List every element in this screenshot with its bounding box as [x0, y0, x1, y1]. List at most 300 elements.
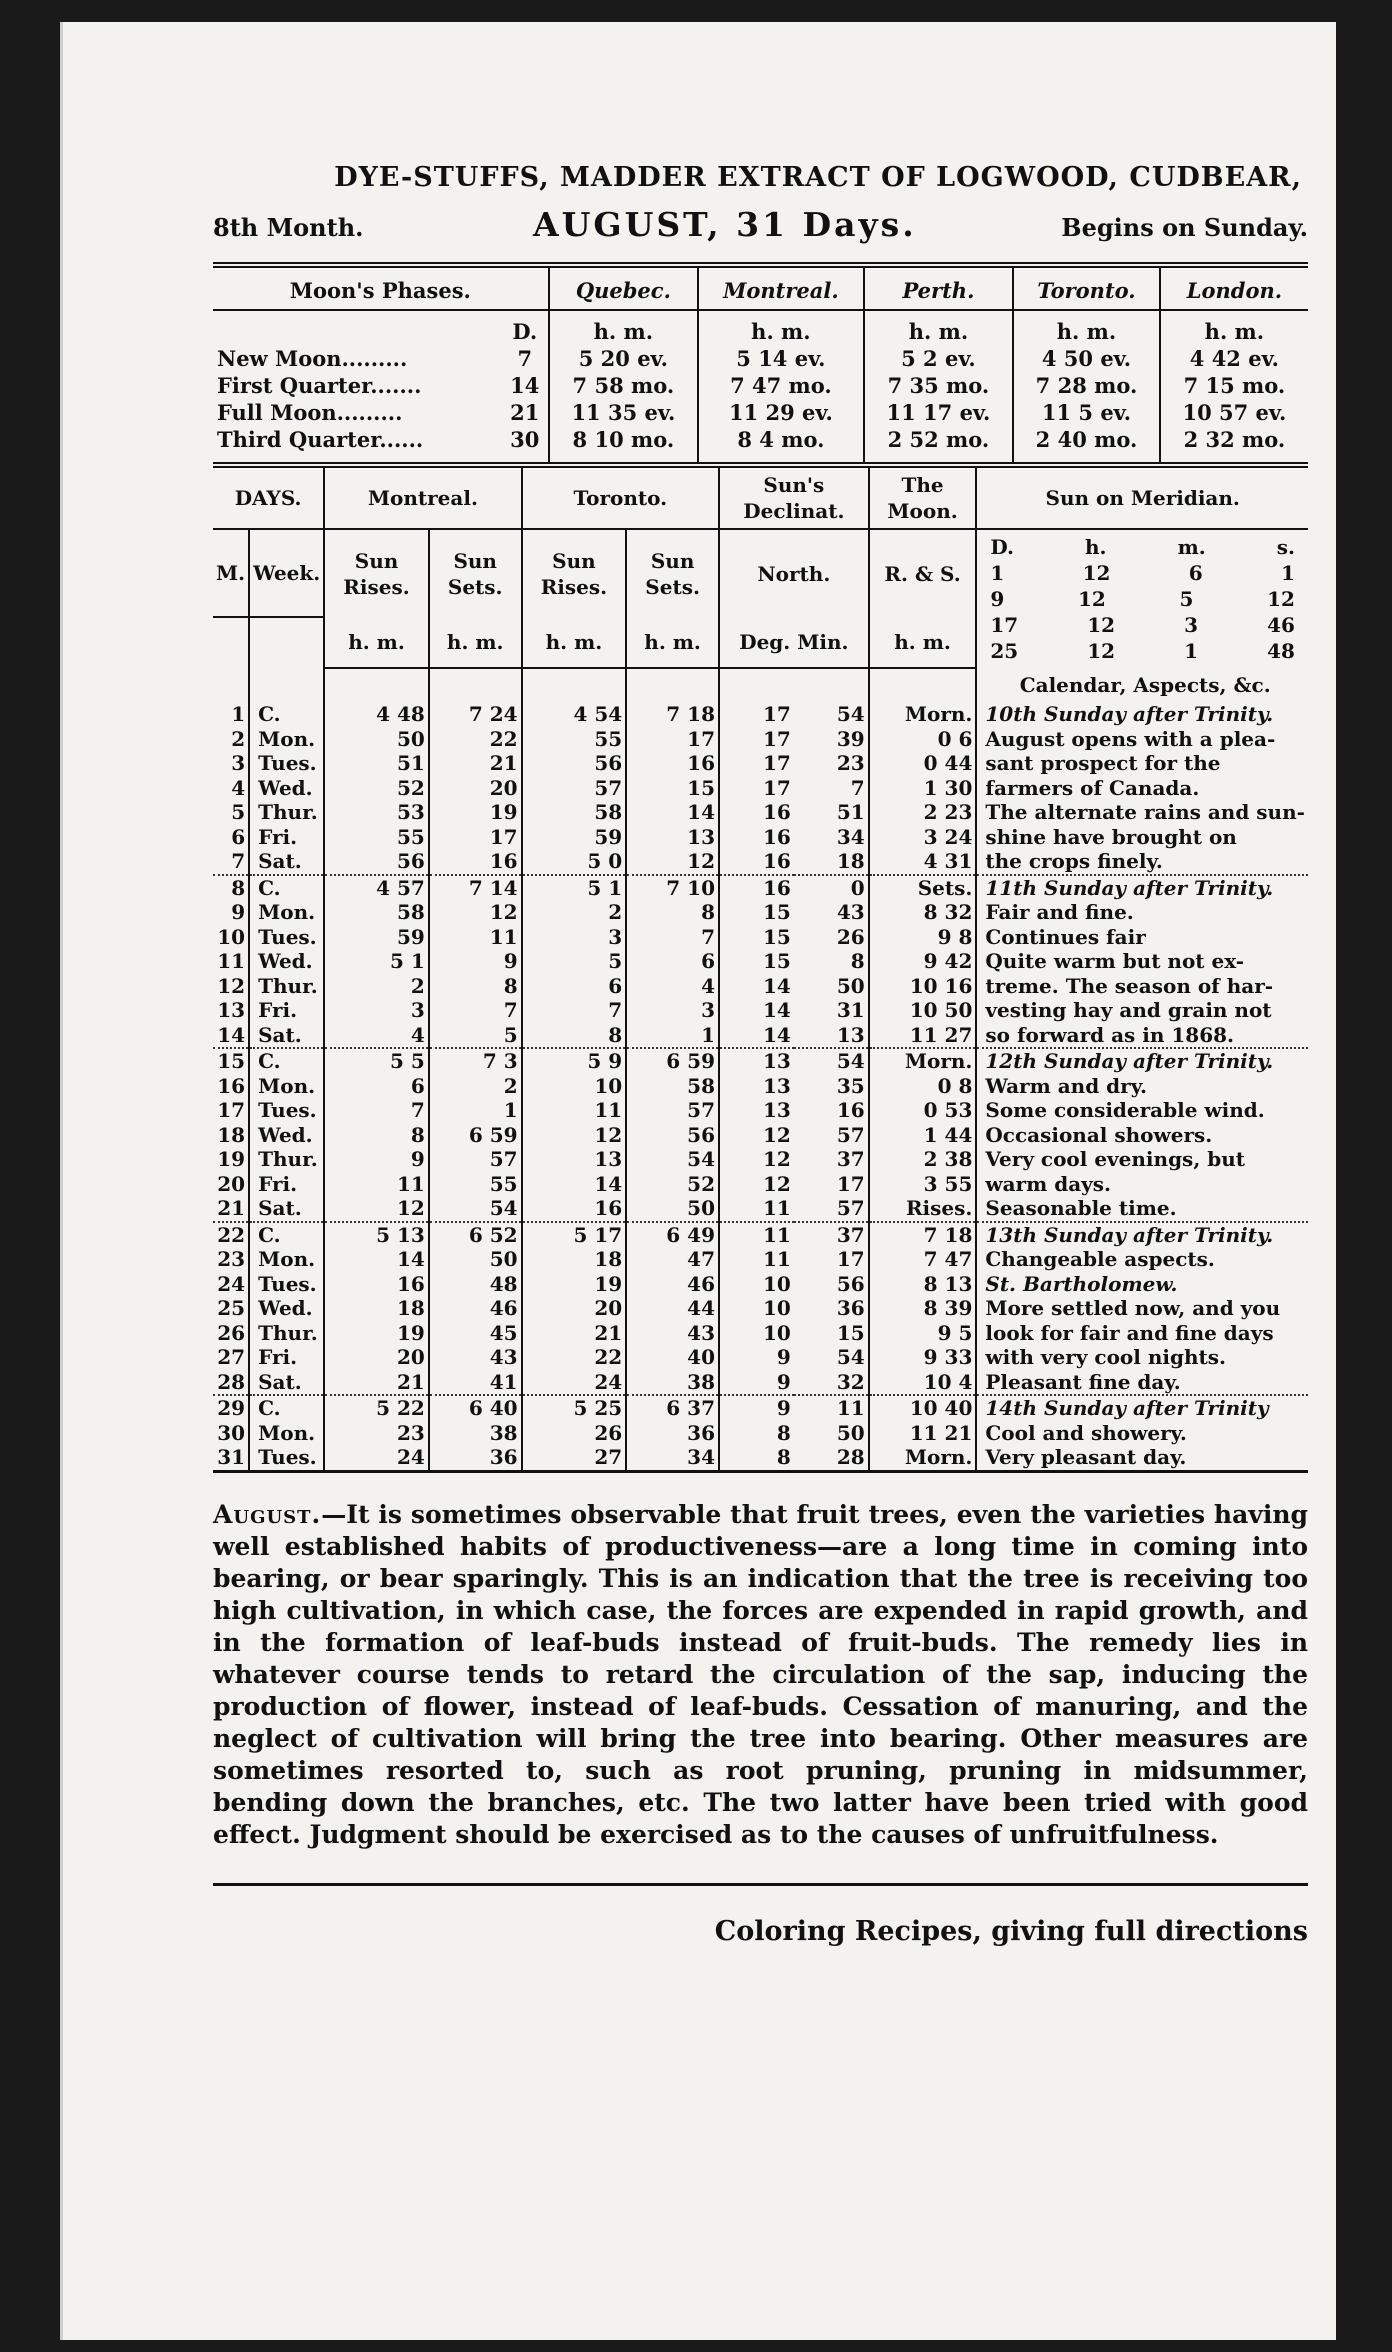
days-heading: DAYS.	[213, 468, 324, 529]
declination-deg: 15	[719, 949, 794, 974]
montreal-sunset: 12	[429, 900, 522, 925]
day-of-month: 3	[231, 751, 246, 775]
toronto-sunset: 58	[626, 1074, 719, 1099]
calendar-note: Warm and dry.	[976, 1074, 1308, 1099]
city-montreal: Montreal.	[698, 268, 864, 310]
phase-name: Third Quarter......	[217, 427, 424, 452]
day-of-month: 25	[217, 1296, 246, 1320]
day-of-week: Thur.	[249, 974, 324, 999]
calendar-row	[213, 849, 1308, 875]
declination-deg: 17	[719, 751, 794, 776]
montreal-sunrise: 50	[324, 727, 429, 752]
declination-min: 11	[794, 1395, 869, 1421]
calendar-row	[213, 925, 1308, 950]
declination-deg: 12	[719, 1123, 794, 1148]
day-of-week: Tues.	[249, 1098, 324, 1123]
london-time: 7 15 mo.	[1160, 372, 1308, 399]
calendar-row	[213, 1172, 1308, 1197]
toronto-sunset: 34	[626, 1445, 719, 1470]
day-of-week: Sat.	[249, 1370, 324, 1396]
calendar-note: 10th Sunday after Trinity.	[976, 702, 1308, 727]
declination-deg: 14	[719, 1023, 794, 1049]
month-header	[213, 205, 1308, 244]
calendar-note: Changeable aspects.	[976, 1247, 1308, 1272]
montreal-sunrise: 5 22	[324, 1395, 429, 1421]
calendar-row	[213, 1321, 1308, 1346]
calendar-note: sant prospect for the	[976, 751, 1308, 776]
unit-hm: h. m.	[864, 310, 1014, 345]
day-of-week: Mon.	[249, 1247, 324, 1272]
moon-rise-set: 10 16	[869, 974, 977, 999]
day-of-week: Fri.	[249, 998, 324, 1023]
phase-day: 21	[510, 400, 540, 425]
calendar-note: August opens with a plea-	[976, 727, 1308, 752]
calendar-note: St. Bartholomew.	[976, 1272, 1308, 1297]
calendar-note: Seasonable time.	[976, 1196, 1308, 1222]
day-of-week: C.	[249, 1048, 324, 1074]
declination-heading: Sun's Declinat.	[719, 468, 869, 529]
toronto-sunset: 7 18	[626, 702, 719, 727]
declination-deg: 10	[719, 1321, 794, 1346]
toronto-time: 2 40 mo.	[1013, 426, 1160, 462]
montreal-sunset: 22	[429, 727, 522, 752]
moon-rise-set: 7 18	[869, 1222, 977, 1248]
day-of-month: 11	[217, 949, 246, 973]
declination-min: 26	[836, 924, 865, 949]
day-of-week: Fri.	[249, 1345, 324, 1370]
day-of-month: 7	[231, 849, 246, 873]
calendar-row	[213, 727, 1308, 752]
toronto-sunset: 50	[626, 1196, 719, 1222]
moon-rise-set: 7 47	[869, 1247, 977, 1272]
paragraph-lead: August.	[213, 1499, 322, 1529]
day-of-week: Thur.	[249, 800, 324, 825]
toronto-sunset: 57	[626, 1098, 719, 1123]
declination-deg: 9	[719, 1345, 794, 1370]
calendar-row	[213, 825, 1308, 850]
moon-phases-table	[213, 268, 1308, 462]
toronto-sunrise: 20	[522, 1296, 627, 1321]
moon-rise-set: 8 13	[869, 1272, 977, 1297]
moon-rise-set: 11 21	[869, 1421, 977, 1446]
day-of-week: C.	[249, 1395, 324, 1421]
montreal-sunrise: 5 13	[324, 1222, 429, 1248]
calendar-row	[213, 1147, 1308, 1172]
montreal-sunset: 38	[429, 1421, 522, 1446]
day-of-week: Sat.	[249, 1196, 324, 1222]
declination-deg: 10	[719, 1296, 794, 1321]
declination-min: 57	[836, 1122, 865, 1147]
page-content	[213, 162, 1308, 1947]
montreal-sunset: 20	[429, 776, 522, 801]
perth-time: 5 2 ev.	[864, 345, 1014, 372]
declination-deg: 14	[719, 974, 794, 999]
declination-min: 51	[836, 800, 865, 824]
moon-rise-set: 8 39	[869, 1296, 977, 1321]
toronto-heading: Toronto.	[522, 468, 719, 529]
declination-min: 50	[836, 973, 865, 998]
moon-phase-row	[213, 426, 1308, 462]
toronto-sunset: 6 59	[626, 1048, 719, 1074]
toronto-sunrise: 21	[522, 1321, 627, 1346]
calendar-row	[213, 1123, 1308, 1148]
day-of-month: 21	[217, 1196, 246, 1220]
toronto-sunset: 6 37	[626, 1395, 719, 1421]
moon-rise-set: 9 8	[869, 925, 977, 950]
meridian-row: 9 12 5 12	[990, 587, 1295, 611]
week-heading: Week.	[249, 529, 324, 617]
montreal-sunset: 43	[429, 1345, 522, 1370]
calendar-note: shine have brought on	[976, 825, 1308, 850]
montreal-sunset: 6 40	[429, 1395, 522, 1421]
calendar-row	[213, 776, 1308, 801]
declination-deg: 8	[719, 1421, 794, 1446]
day-of-week: Sat.	[249, 1023, 324, 1049]
toronto-time: 7 28 mo.	[1013, 372, 1160, 399]
page-title: AUGUST, 31 Days.	[533, 205, 917, 244]
montreal-sunset: 57	[429, 1147, 522, 1172]
declination-min: 37	[836, 1147, 865, 1171]
city-london: London.	[1160, 268, 1308, 310]
day-of-week: Mon.	[249, 727, 324, 752]
montreal-sunrise: 5 1	[324, 949, 429, 974]
montreal-sunrise: 23	[324, 1421, 429, 1446]
calendar-row	[213, 1370, 1308, 1396]
declination-min: 23	[836, 751, 865, 775]
calendar-note: 12th Sunday after Trinity.	[976, 1048, 1308, 1074]
moon-rise-set: 3 24	[869, 825, 977, 850]
calendar-row	[213, 998, 1308, 1023]
montreal-sunrise: 7	[324, 1098, 429, 1123]
moon-rise-set: 8 32	[869, 900, 977, 925]
montreal-sunrise: 6	[324, 1074, 429, 1099]
moon-rise-set: 1 30	[869, 776, 977, 801]
day-of-week: Tues.	[249, 1272, 324, 1297]
moon-heading: The Moon.	[869, 468, 977, 529]
day-of-month: 28	[217, 1369, 246, 1394]
montreal-sunrise: 18	[324, 1296, 429, 1321]
toronto-sunrise: 59	[522, 825, 627, 850]
calendar-note: The alternate rains and sun-	[976, 800, 1308, 825]
rs-heading: R. & S.	[869, 529, 977, 617]
day-of-month: 12	[217, 973, 246, 998]
toronto-sunset: 3	[626, 998, 719, 1023]
montreal-sunset: 54	[429, 1196, 522, 1222]
moon-rise-set: 9 33	[869, 1345, 977, 1370]
montreal-sunrise: 4 57	[324, 875, 429, 901]
montreal-sunset: 41	[429, 1370, 522, 1396]
unit-hm: h. m.	[549, 310, 699, 345]
toronto-sunrise: 24	[522, 1370, 627, 1396]
montreal-rises: Sun Rises.	[324, 529, 429, 617]
montreal-sunrise: 53	[324, 800, 429, 825]
calendar-row	[213, 1247, 1308, 1272]
declination-deg: 11	[719, 1196, 794, 1222]
day-of-week: Thur.	[249, 1321, 324, 1346]
moon-rise-set: Morn.	[869, 1445, 977, 1470]
calendar-note: vesting hay and grain not	[976, 998, 1308, 1023]
calendar-row	[213, 1421, 1308, 1446]
montreal-sunset: 9	[429, 949, 522, 974]
calendar-note: Quite warm but not ex-	[976, 949, 1308, 974]
phase-name: First Quarter.......	[217, 373, 422, 398]
north-heading: North.	[719, 529, 869, 617]
calendar-row	[213, 1098, 1308, 1123]
montreal-sunrise: 58	[324, 900, 429, 925]
montreal-sunrise: 9	[324, 1147, 429, 1172]
toronto-time: 11 5 ev.	[1013, 399, 1160, 426]
declination-deg: 13	[719, 1074, 794, 1099]
meridian-head-row: D. h. m. s.	[990, 535, 1295, 559]
montreal-sunrise: 4	[324, 1023, 429, 1049]
montreal-sunset: 5	[429, 1023, 522, 1049]
phase-day: 7	[517, 346, 533, 371]
calendar-row	[213, 1196, 1308, 1222]
toronto-sunset: 4	[626, 974, 719, 999]
moon-rise-set: 1 44	[869, 1123, 977, 1148]
toronto-sunrise: 11	[522, 1098, 627, 1123]
montreal-time: 8 4 mo.	[698, 426, 864, 462]
declination-min: 36	[836, 1296, 865, 1320]
moon-rise-set: 11 27	[869, 1023, 977, 1049]
day-of-month: 1	[231, 702, 246, 726]
toronto-sunset: 38	[626, 1370, 719, 1396]
moon-rise-set: Sets.	[869, 875, 977, 901]
calendar-row	[213, 702, 1308, 727]
day-of-month: 17	[217, 1098, 246, 1122]
declination-min: 18	[836, 849, 865, 873]
montreal-sunset: 45	[429, 1321, 522, 1346]
moon-rise-set: 10 40	[869, 1395, 977, 1421]
city-perth: Perth.	[864, 268, 1014, 310]
montreal-heading: Montreal.	[324, 468, 521, 529]
montreal-sunset: 6 52	[429, 1222, 522, 1248]
unit-hm: h. m.	[522, 617, 627, 668]
quebec-time: 8 10 mo.	[549, 426, 699, 462]
montreal-sunrise: 12	[324, 1196, 429, 1222]
montreal-sunrise: 2	[324, 974, 429, 999]
toronto-sunset: 54	[626, 1147, 719, 1172]
toronto-sunrise: 5 25	[522, 1395, 627, 1421]
day-of-month: 19	[217, 1147, 246, 1171]
footer-line: Coloring Recipes, giving full directions	[714, 1915, 1308, 1947]
calendar-note: Occasional showers.	[976, 1123, 1308, 1148]
declination-min: 17	[836, 1247, 865, 1271]
day-of-month: 29	[213, 1395, 249, 1421]
advertisement-header: DYE-STUFFS, MADDER EXTRACT OF LOGWOOD, CUDBEAR,	[334, 162, 1302, 193]
toronto-sunset: 46	[626, 1272, 719, 1297]
day-of-week: Fri.	[249, 1172, 324, 1197]
day-of-week: Wed.	[249, 949, 324, 974]
toronto-sunrise: 56	[522, 751, 627, 776]
toronto-sunset: 12	[626, 849, 719, 875]
declination-min: 56	[836, 1271, 865, 1296]
toronto-sunset: 13	[626, 825, 719, 850]
montreal-sunset: 36	[429, 1445, 522, 1470]
day-of-week: Mon.	[249, 1074, 324, 1099]
toronto-sunrise: 5 0	[522, 849, 627, 875]
moon-phases-heading: Moon's Phases.	[213, 268, 549, 310]
montreal-sunrise: 51	[324, 751, 429, 776]
calendar-note: Fair and fine.	[976, 900, 1308, 925]
calendar-note: with very cool nights.	[976, 1345, 1308, 1370]
montreal-sunrise: 16	[324, 1272, 429, 1297]
calendar-note: 13th Sunday after Trinity.	[976, 1222, 1308, 1248]
day-of-week: Mon.	[249, 1421, 324, 1446]
moon-unit-row	[213, 310, 1308, 345]
calendar-note: look for fair and fine days	[976, 1321, 1308, 1346]
toronto-sunrise: 2	[522, 900, 627, 925]
calendar-note: 11th Sunday after Trinity.	[976, 875, 1308, 901]
toronto-sunrise: 16	[522, 1196, 627, 1222]
montreal-sunset: 17	[429, 825, 522, 850]
month-begins: Begins on Sunday.	[1061, 213, 1308, 242]
paragraph-text: —It is sometimes observable that fruit trees, even the varieties having well established habits of productiveness—are a long time in coming into bearing, or bear sparingly. This is an indication that the tree is receiving too high cultivation, in which case, the forces are expended in rapid growth, and in the formation of leaf-buds instead of fruit-buds. The remedy lies in whatever course tends to retard the circulation of the sap, inducing the production of flower, instead of leaf-buds. Cessation of manuring, and the neglect of cultivation will bring the tree into bearing. Other measures are sometimes resorted to, such as root pruning, pruning in midsummer, bending down the branches, etc. The two latter have been tried with good effect. Judgment should be exercised as to the causes of unfruitfulness.	[213, 1499, 1308, 1849]
moon-rise-set: Rises.	[869, 1196, 977, 1222]
toronto-sunset: 56	[626, 1123, 719, 1148]
declination-deg: 17	[719, 776, 794, 801]
declination-deg: 13	[719, 1048, 794, 1074]
declination-min: 7	[850, 775, 865, 800]
calendar-note: More settled now, and you	[976, 1296, 1308, 1321]
day-of-week: Mon.	[249, 900, 324, 925]
unit-hm: h. m.	[324, 617, 429, 668]
toronto-sunrise: 57	[522, 776, 627, 801]
calendar-note: the crops finely.	[976, 849, 1308, 875]
day-of-week: Wed.	[249, 1123, 324, 1148]
declination-min: 54	[836, 1345, 865, 1369]
m-heading: M.	[213, 529, 249, 617]
day-of-month: 9	[231, 900, 246, 924]
declination-min: 43	[836, 900, 865, 924]
montreal-sunset: 8	[429, 974, 522, 999]
montreal-sunset: 21	[429, 751, 522, 776]
moon-rise-set: 10 50	[869, 998, 977, 1023]
toronto-rises: Sun Rises.	[522, 529, 627, 617]
day-of-month: 16	[217, 1073, 246, 1098]
declination-deg: 16	[719, 849, 794, 875]
calendar-row	[213, 949, 1308, 974]
calendar-row	[213, 1395, 1308, 1421]
day-of-month: 23	[217, 1247, 246, 1271]
montreal-sunrise: 11	[324, 1172, 429, 1197]
toronto-sunrise: 26	[522, 1421, 627, 1446]
day-of-month: 2	[231, 726, 246, 751]
quebec-time: 11 35 ev.	[549, 399, 699, 426]
montreal-sunrise: 21	[324, 1370, 429, 1396]
declination-min: 13	[836, 1022, 865, 1047]
montreal-sunset: 50	[429, 1247, 522, 1272]
day-of-month: 8	[213, 875, 249, 901]
calendar-row	[213, 1222, 1308, 1248]
calendar-table	[213, 468, 1308, 1470]
montreal-sunset: 7 3	[429, 1048, 522, 1074]
montreal-time: 11 29 ev.	[698, 399, 864, 426]
perth-time: 7 35 mo.	[864, 372, 1014, 399]
moon-rise-set: 10 4	[869, 1370, 977, 1396]
declination-deg: 12	[719, 1172, 794, 1197]
declination-min: 57	[836, 1196, 865, 1220]
toronto-sunrise: 22	[522, 1345, 627, 1370]
montreal-sunset: 1	[429, 1098, 522, 1123]
montreal-sunrise: 24	[324, 1445, 429, 1470]
day-of-month: 4	[231, 775, 246, 800]
toronto-sunrise: 5 1	[522, 875, 627, 901]
calendar-note: Some considerable wind.	[976, 1098, 1308, 1123]
declination-deg: 17	[719, 702, 794, 727]
calendar-row	[213, 751, 1308, 776]
day-of-week: C.	[249, 875, 324, 901]
moon-rise-set: 3 55	[869, 1172, 977, 1197]
declination-min: 28	[836, 1445, 865, 1469]
toronto-sunrise: 58	[522, 800, 627, 825]
toronto-sunrise: 18	[522, 1247, 627, 1272]
toronto-sunset: 52	[626, 1172, 719, 1197]
toronto-sunset: 43	[626, 1321, 719, 1346]
toronto-sunrise: 10	[522, 1074, 627, 1099]
toronto-sunrise: 6	[522, 974, 627, 999]
declination-deg: 9	[719, 1370, 794, 1396]
calendar-note: Continues fair	[976, 925, 1308, 950]
calendar-row	[213, 875, 1308, 901]
meridian-row: 1 12 6 1	[990, 561, 1295, 585]
declination-min: 54	[836, 702, 865, 726]
moon-rise-set: Morn.	[869, 1048, 977, 1074]
montreal-sunset: 7 14	[429, 875, 522, 901]
declination-deg: 12	[719, 1147, 794, 1172]
montreal-sunset: 7	[429, 998, 522, 1023]
day-of-month: 31	[217, 1445, 246, 1469]
moon-rise-set: Morn.	[869, 702, 977, 727]
day-of-week: Tues.	[249, 925, 324, 950]
montreal-sunrise: 55	[324, 825, 429, 850]
calendar-note: farmers of Canada.	[976, 776, 1308, 801]
declination-deg: 11	[719, 1222, 794, 1248]
montreal-sunset: 19	[429, 800, 522, 825]
month-number: 8th Month.	[213, 213, 364, 242]
montreal-sunset: 2	[429, 1074, 522, 1099]
montreal-sunrise: 14	[324, 1247, 429, 1272]
toronto-time: 4 50 ev.	[1013, 345, 1160, 372]
day-of-week: Tues.	[249, 1445, 324, 1470]
toronto-sunrise: 55	[522, 727, 627, 752]
unit-hm: h. m.	[1160, 310, 1308, 345]
day-of-month: 13	[217, 998, 246, 1022]
montreal-sunrise: 5 5	[324, 1048, 429, 1074]
montreal-time: 7 47 mo.	[698, 372, 864, 399]
august-paragraph	[213, 1499, 1308, 1851]
meridian-heading: Sun on Meridian.	[976, 468, 1308, 529]
declination-deg: 16	[719, 825, 794, 850]
city-quebec: Quebec.	[549, 268, 699, 310]
montreal-sunrise: 8	[324, 1123, 429, 1148]
declination-min: 17	[836, 1171, 865, 1196]
montreal-sunrise: 56	[324, 849, 429, 875]
declination-min: 8	[850, 949, 865, 973]
calendar-row	[213, 1272, 1308, 1297]
toronto-sunrise: 14	[522, 1172, 627, 1197]
calendar-note: Cool and showery.	[976, 1421, 1308, 1446]
toronto-sunset: 14	[626, 800, 719, 825]
moon-phase-row	[213, 345, 1308, 372]
calendar-heading: Calendar, Aspects, &c.	[976, 668, 1308, 702]
london-time: 4 42 ev.	[1160, 345, 1308, 372]
declination-min: 0	[794, 875, 869, 901]
calendar-row	[213, 1074, 1308, 1099]
moon-rise-set: 0 53	[869, 1098, 977, 1123]
day-of-month: 26	[217, 1320, 246, 1345]
toronto-sunrise: 27	[522, 1445, 627, 1470]
